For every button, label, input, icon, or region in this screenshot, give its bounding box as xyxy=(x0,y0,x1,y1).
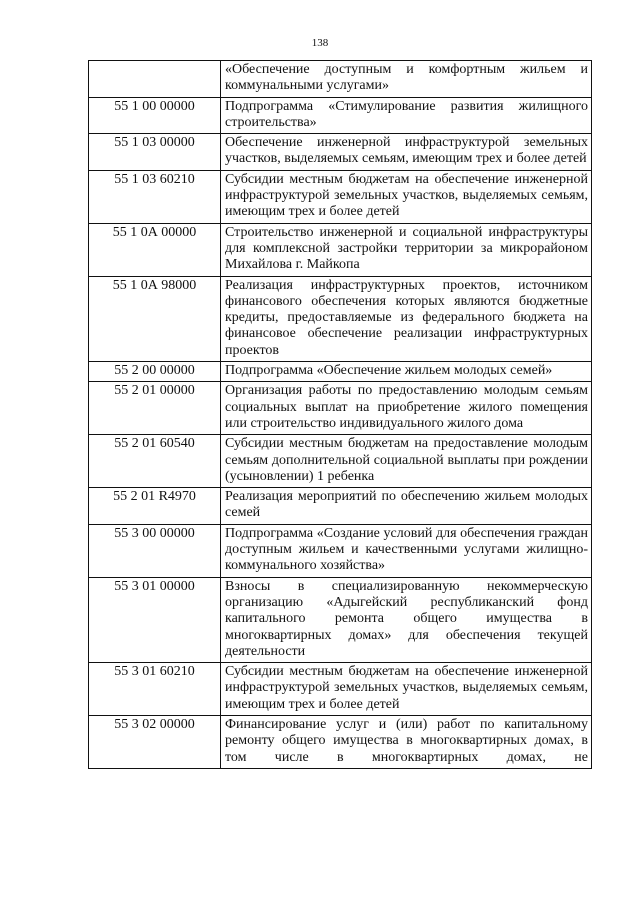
row-code: 55 3 02 00000 xyxy=(89,715,221,768)
table-row xyxy=(89,362,592,382)
row-name: Субсидии местным бюджетам на предоставление молодым семьям дополнительной социальной выплаты при рождении (усыновлении) 1 ребенка xyxy=(221,435,592,488)
table-row xyxy=(89,663,592,716)
row-code: 55 2 01 R4970 xyxy=(89,488,221,525)
row-code: 55 3 01 00000 xyxy=(89,577,221,662)
row-code: 55 3 00 00000 xyxy=(89,524,221,577)
row-name: Подпрограмма «Стимулирование развития жилищного строительства» xyxy=(221,97,592,134)
row-name: Подпрограмма «Обеспечение жильем молодых семей» xyxy=(221,362,592,382)
row-name: «Обеспечение доступным и комфортным жильем и коммунальными услугами» xyxy=(221,61,592,98)
page-number: 138 xyxy=(311,37,329,49)
row-name: Финансирование услуг и (или) работ по капитальному ремонту общего имущества в многоквартирных домах, в том числе в многоквартирных домах, не xyxy=(221,715,592,768)
row-name: Обеспечение инженерной инфраструктурой земельных участков, выделяемых семьям, имеющим трех и более детей xyxy=(221,134,592,171)
row-name: Подпрограмма «Создание условий для обеспечения граждан доступным жильем и качественными услугами жилищно-коммунального хозяйства» xyxy=(221,524,592,577)
table-row xyxy=(89,435,592,488)
row-code: 55 2 00 00000 xyxy=(89,362,221,382)
table-row xyxy=(89,524,592,577)
row-code: 55 1 0А 00000 xyxy=(89,223,221,276)
table-row xyxy=(89,382,592,435)
row-code: 55 1 00 00000 xyxy=(89,97,221,134)
table-row xyxy=(89,276,592,361)
table-row xyxy=(89,61,592,98)
row-name: Реализация инфраструктурных проектов, источником финансового обеспечения которых являются бюджетные кредиты, предоставляемые из федерального бюджета на финансовое обеспечение реализации инфраструктурных проектов xyxy=(221,276,592,361)
row-name: Взносы в специализированную некоммерческую организацию «Адыгейский республиканский фонд капитального ремонта общего имущества в многоквартирных домах» для обеспечения текущей деятельности xyxy=(221,577,592,662)
row-name: Субсидии местным бюджетам на обеспечение инженерной инфраструктурой земельных участков, выделяемых семьям, имеющим трех и более детей xyxy=(221,170,592,223)
table-row xyxy=(89,715,592,768)
table-row xyxy=(89,134,592,171)
table-row xyxy=(89,488,592,525)
row-name: Организация работы по предоставлению молодым семьям социальных выплат на приобретение жилого помещения или строительство индивидуального жилого дома xyxy=(221,382,592,435)
row-code: 55 1 03 60210 xyxy=(89,170,221,223)
table-row xyxy=(89,97,592,134)
row-name: Реализация мероприятий по обеспечению жильем молодых семей xyxy=(221,488,592,525)
table-row xyxy=(89,170,592,223)
row-code: 55 3 01 60210 xyxy=(89,663,221,716)
row-code xyxy=(89,61,221,98)
table-row xyxy=(89,577,592,662)
budget-classification-table xyxy=(88,60,592,769)
table-row xyxy=(89,223,592,276)
row-code: 55 1 0А 98000 xyxy=(89,276,221,361)
row-code: 55 2 01 60540 xyxy=(89,435,221,488)
row-name: Строительство инженерной и социальной инфраструктуры для комплексной застройки территории за микрорайоном Михайлова г. Майкопа xyxy=(221,223,592,276)
row-name: Субсидии местным бюджетам на обеспечение инженерной инфраструктурой земельных участков, выделяемых семьям, имеющим трех и более детей xyxy=(221,663,592,716)
row-code: 55 2 01 00000 xyxy=(89,382,221,435)
row-code: 55 1 03 00000 xyxy=(89,134,221,171)
